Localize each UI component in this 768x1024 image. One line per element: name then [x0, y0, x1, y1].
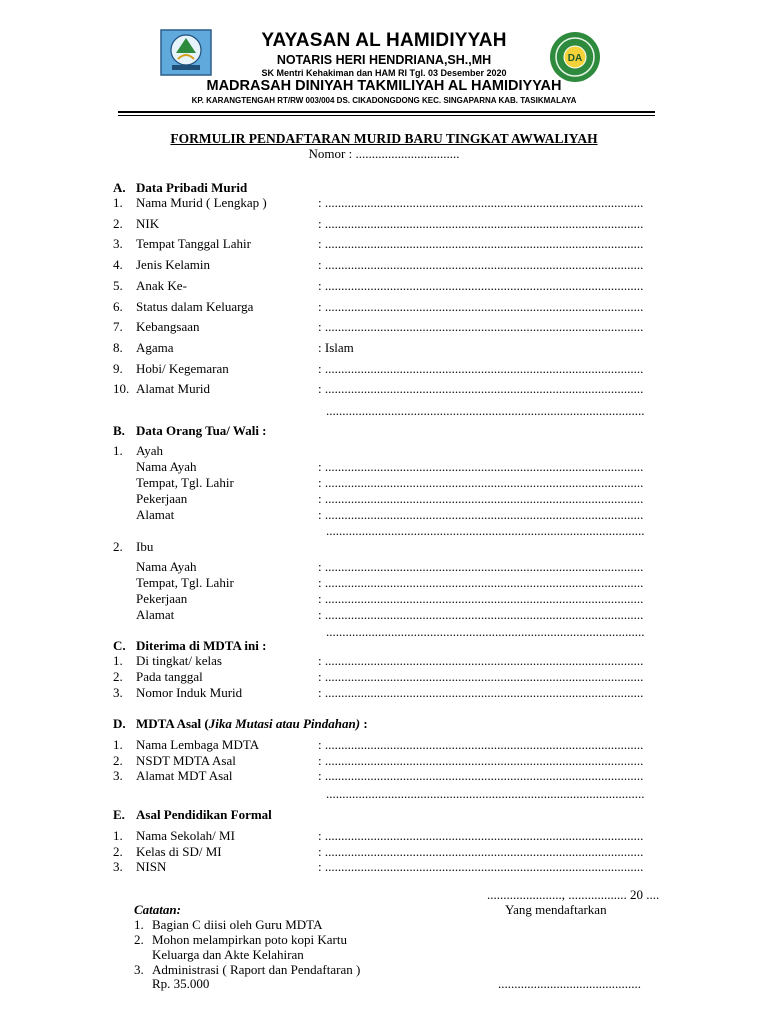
- a2-number: 2.: [113, 216, 123, 231]
- father-address-field[interactable]: : ..................................................................................................: [318, 507, 644, 522]
- c2-number: 2.: [113, 669, 123, 684]
- e1-number: 1.: [113, 828, 123, 843]
- section-d-title-main: MDTA Asal (: [136, 716, 209, 731]
- notes-title: Catatan:: [134, 902, 181, 917]
- father-name-label: Nama Ayah: [136, 459, 197, 474]
- a3-field[interactable]: : ..................................................................................................: [318, 236, 644, 251]
- mother-name-label: Nama Ayah: [136, 559, 197, 574]
- father-name-field[interactable]: : ..................................................................................................: [318, 459, 644, 474]
- a6-number: 6.: [113, 299, 123, 314]
- a7-field[interactable]: : ..................................................................................................: [318, 319, 644, 334]
- d1-label: Nama Lembaga MDTA: [136, 737, 260, 752]
- school-name: MADRASAH DINIYAH TAKMILIYAH AL HAMIDIYYAH: [206, 78, 562, 94]
- a10-label: Alamat Murid: [136, 381, 211, 396]
- note-3-text: Administrasi ( Raport dan Pendaftaran ): [152, 962, 361, 977]
- mother-birth-label: Tempat, Tgl. Lahir: [136, 575, 234, 590]
- mother-birth-field[interactable]: : ..................................................................................................: [318, 575, 644, 590]
- c1-label: Di tingkat/ kelas: [136, 653, 222, 668]
- section-a-letter: A.: [113, 180, 126, 195]
- e3-field[interactable]: : ..................................................................................................: [318, 859, 644, 874]
- c2-label: Pada tanggal: [136, 669, 203, 684]
- a8-value: : Islam: [318, 340, 354, 355]
- a5-label: Anak Ke-: [136, 278, 187, 293]
- e3-number: 3.: [113, 859, 123, 874]
- note-2-number: 2.: [134, 932, 144, 947]
- e1-label: Nama Sekolah/ MI: [136, 828, 235, 843]
- seal-letters: DA: [567, 53, 583, 64]
- note-3-number: 3.: [134, 962, 144, 977]
- a2-label: NIK: [136, 216, 160, 231]
- father-birth-label: Tempat, Tgl. Lahir: [136, 475, 234, 490]
- notary-line: NOTARIS HERI HENDRIANA,SH.,MH: [276, 53, 492, 67]
- a4-label: Jenis Kelamin: [136, 257, 211, 272]
- b2-number: 2.: [113, 539, 123, 554]
- d3-field[interactable]: : ..................................................................................................: [318, 768, 644, 783]
- section-c-title: Diterima di MDTA ini :: [136, 638, 267, 653]
- e3-label: NISN: [136, 859, 167, 874]
- note-1-number: 1.: [134, 917, 144, 932]
- c3-number: 3.: [113, 685, 123, 700]
- father-address-label: Alamat: [136, 507, 175, 522]
- a9-number: 9.: [113, 361, 123, 376]
- b1-number: 1.: [113, 443, 123, 458]
- a4-field[interactable]: : ..................................................................................................: [318, 257, 644, 272]
- header-rule-thick: [118, 111, 655, 113]
- d3-label: Alamat MDT Asal: [136, 768, 233, 783]
- a10-number: 10.: [113, 381, 130, 396]
- c3-field[interactable]: : ..................................................................................................: [318, 685, 644, 700]
- mother-address-field-continued[interactable]: ..................................................................................................: [326, 624, 645, 639]
- father-job-field[interactable]: : ..................................................................................................: [318, 491, 644, 506]
- foundation-name: YAYASAN AL HAMIDIYYAH: [261, 30, 507, 51]
- section-a-title: Data Pribadi Murid: [136, 180, 248, 195]
- d3-number: 3.: [113, 768, 123, 783]
- a1-field[interactable]: : ..................................................................................................: [318, 195, 644, 210]
- a9-label: Hobi/ Kegemaran: [136, 361, 229, 376]
- a8-label: Agama: [136, 340, 174, 355]
- a6-field[interactable]: : ..................................................................................................: [318, 299, 644, 314]
- c1-field[interactable]: : ..................................................................................................: [318, 653, 644, 668]
- e2-label: Kelas di SD/ MI: [136, 844, 222, 859]
- section-d-title: [136, 716, 368, 731]
- father-address-field-continued[interactable]: ..................................................................................................: [326, 523, 645, 538]
- section-c-letter: C.: [113, 638, 126, 653]
- d3-field-continued[interactable]: ..................................................................................................: [326, 786, 645, 801]
- father-birth-field[interactable]: : ..................................................................................................: [318, 475, 644, 490]
- a1-label: Nama Murid ( Lengkap ): [136, 195, 267, 210]
- a3-number: 3.: [113, 236, 123, 251]
- c2-field[interactable]: : ..................................................................................................: [318, 669, 644, 684]
- d2-field[interactable]: : ..................................................................................................: [318, 753, 644, 768]
- a3-label: Tempat Tanggal Lahir: [136, 236, 251, 251]
- section-e-letter: E.: [113, 807, 125, 822]
- section-b-title: Data Orang Tua/ Wali :: [136, 423, 267, 438]
- a6-label: Status dalam Keluarga: [136, 299, 254, 314]
- section-b-letter: B.: [113, 423, 125, 438]
- a10-field[interactable]: : ..................................................................................................: [318, 381, 644, 396]
- note-1-text: Bagian C diisi oleh Guru MDTA: [152, 917, 323, 932]
- section-d-letter: D.: [113, 716, 126, 731]
- e2-number: 2.: [113, 844, 123, 859]
- mother-job-label: Pekerjaan: [136, 591, 188, 606]
- b2-label: Ibu: [136, 539, 154, 554]
- decree-line: SK Mentri Kehakiman dan HAM RI Tgl. 03 Desember 2020: [261, 68, 507, 78]
- section-d-title-note: Jika Mutasi atau Pindahan): [208, 716, 361, 731]
- d1-field[interactable]: : ..................................................................................................: [318, 737, 644, 752]
- form-number: Nomor : ................................: [308, 146, 460, 161]
- a7-number: 7.: [113, 319, 123, 334]
- note-3-text-cont: Rp. 35.000: [152, 976, 210, 991]
- signature-label: Yang mendaftarkan: [505, 902, 607, 917]
- section-e-title: Asal Pendidikan Formal: [136, 807, 272, 822]
- mother-name-field[interactable]: : ..................................................................................................: [318, 559, 644, 574]
- mother-address-label: Alamat: [136, 607, 175, 622]
- d2-number: 2.: [113, 753, 123, 768]
- a8-number: 8.: [113, 340, 123, 355]
- a2-field[interactable]: : ..................................................................................................: [318, 216, 644, 231]
- e2-field[interactable]: : ..................................................................................................: [318, 844, 644, 859]
- signature-line[interactable]: ............................................: [498, 976, 641, 991]
- a1-number: 1.: [113, 195, 123, 210]
- a7-label: Kebangsaan: [136, 319, 200, 334]
- note-2-text: Mohon melampirkan poto kopi Kartu: [152, 932, 347, 947]
- signature-date-line[interactable]: ......................., .................. 20 ....: [487, 887, 660, 902]
- a10-field-continued[interactable]: ..................................................................................................: [326, 403, 645, 418]
- c1-number: 1.: [113, 653, 123, 668]
- header-rule-thin: [118, 115, 655, 116]
- a5-number: 5.: [113, 278, 123, 293]
- mother-job-field[interactable]: : ..................................................................................................: [318, 591, 644, 606]
- d1-number: 1.: [113, 737, 123, 752]
- school-address: KP. KARANGTENGAH RT/RW 003/004 DS. CIKADONGDONG KEC. SINGAPARNA KAB. TASIKMALAYA: [191, 96, 577, 105]
- e1-field[interactable]: : ..................................................................................................: [318, 828, 644, 843]
- section-d-title-end: :: [360, 716, 368, 731]
- a5-field[interactable]: : ..................................................................................................: [318, 278, 644, 293]
- c3-label: Nomor Induk Murid: [136, 685, 243, 700]
- a4-number: 4.: [113, 257, 123, 272]
- d2-label: NSDT MDTA Asal: [136, 753, 236, 768]
- form-title: FORMULIR PENDAFTARAN MURID BARU TINGKAT AWWALIYAH: [170, 131, 598, 146]
- mother-address-field[interactable]: : ..................................................................................................: [318, 607, 644, 622]
- b1-label: Ayah: [136, 443, 163, 458]
- father-job-label: Pekerjaan: [136, 491, 188, 506]
- a9-field[interactable]: : ..................................................................................................: [318, 361, 644, 376]
- note-2-text-cont: Keluarga dan Akte Kelahiran: [152, 947, 304, 962]
